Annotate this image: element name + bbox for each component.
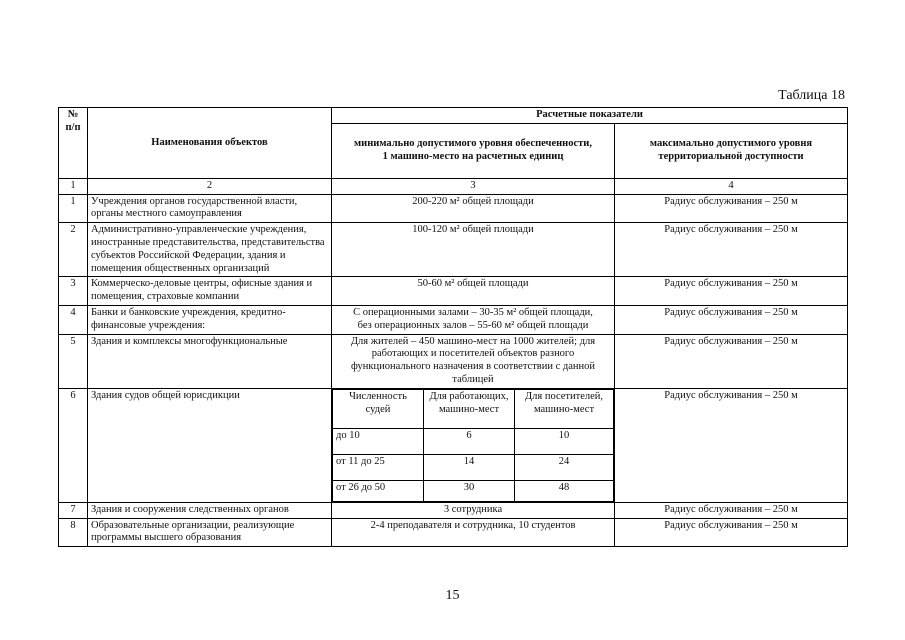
- row-number: 2: [59, 223, 88, 277]
- index-cell: 4: [615, 178, 848, 194]
- subtable-header: Для работающих, машино-мест: [424, 389, 515, 428]
- max-value: Радиус обслуживания – 250 м: [615, 194, 848, 223]
- index-row: [59, 178, 848, 194]
- table-row: [59, 305, 848, 334]
- object-name: Банки и банковские учреждения, кредитно-финансовые учреждения:: [88, 305, 332, 334]
- subtable-cell: от 26 до 50: [333, 480, 424, 501]
- max-value: Радиус обслуживания – 250 м: [615, 277, 848, 306]
- subtable-cell: 14: [424, 454, 515, 480]
- table-row: [59, 502, 848, 518]
- max-value: Радиус обслуживания – 250 м: [615, 502, 848, 518]
- header-name: Наименования объектов: [88, 108, 332, 179]
- subtable-cell: 6: [424, 428, 515, 454]
- min-value: 200-220 м² общей площади: [332, 194, 615, 223]
- object-name: Образовательные организации, реализующие программы высшего образования: [88, 518, 332, 547]
- max-value: Радиус обслуживания – 250 м: [615, 334, 848, 388]
- row-number: 6: [59, 388, 88, 502]
- subtable-row: [333, 428, 614, 454]
- header-min-line2: 1 машино-место на расчетных единиц: [382, 150, 564, 162]
- object-name: Здания и сооружения следственных органов: [88, 502, 332, 518]
- subtable-cell: до 10: [333, 428, 424, 454]
- min-value: 3 сотрудника: [332, 502, 615, 518]
- min-value: [332, 388, 615, 502]
- table-caption: Таблица 18: [778, 88, 845, 103]
- object-name: Административно-управленческие учреждения, иностранные представительства, представительства субъектов Российской Федерации, здания и помещения общественных организаций: [88, 223, 332, 277]
- index-cell: 3: [332, 178, 615, 194]
- object-name: Здания судов общей юрисдикции: [88, 388, 332, 502]
- header-min-line1: минимально допустимого уровня обеспеченности,: [354, 138, 592, 149]
- header-row-1: [59, 108, 848, 124]
- subtable-header: Для посетителей, машино-мест: [515, 389, 614, 428]
- header-calc: Расчетные показатели: [332, 108, 848, 124]
- table-row: [59, 194, 848, 223]
- row-number: 1: [59, 194, 88, 223]
- index-cell: 2: [88, 178, 332, 194]
- min-value-line2: без операционных залов – 55-60 м² общей площади: [357, 319, 589, 331]
- page-number: 15: [445, 588, 460, 603]
- object-name: Коммерческо-деловые центры, офисные здания и помещения, страховые компании: [88, 277, 332, 306]
- subtable-cell: от 11 до 25: [333, 454, 424, 480]
- row-number: 8: [59, 518, 88, 547]
- header-max: максимально допустимого уровня территориальной доступности: [615, 123, 848, 178]
- min-value: Для жителей – 450 машино-мест на 1000 жителей; для работающих и посетителей объектов разного функционального назначения в соответствии с данной таблицей: [332, 334, 615, 388]
- table-row: [59, 334, 848, 388]
- subtable-header-row: [333, 389, 614, 428]
- table-row: [59, 518, 848, 547]
- row-number: 5: [59, 334, 88, 388]
- max-value: Радиус обслуживания – 250 м: [615, 388, 848, 502]
- row-number: 7: [59, 502, 88, 518]
- table-row: [59, 223, 848, 277]
- min-value: [332, 305, 615, 334]
- row-number: 3: [59, 277, 88, 306]
- subtable-header: Численность судей: [333, 389, 424, 428]
- min-value: 100-120 м² общей площади: [332, 223, 615, 277]
- subtable-cell: 48: [515, 480, 614, 501]
- header-num: № п/п: [59, 108, 88, 179]
- object-name: Здания и комплексы многофункциональные: [88, 334, 332, 388]
- subtable-row: [333, 480, 614, 501]
- subtable-cell: 30: [424, 480, 515, 501]
- row-number: 4: [59, 305, 88, 334]
- index-cell: 1: [59, 178, 88, 194]
- max-value: Радиус обслуживания – 250 м: [615, 305, 848, 334]
- subtable-cell: 24: [515, 454, 614, 480]
- max-value: Радиус обслуживания – 250 м: [615, 223, 848, 277]
- norms-table: [58, 107, 848, 547]
- subtable-cell: 10: [515, 428, 614, 454]
- table-row: [59, 388, 848, 502]
- min-value: 50-60 м² общей площади: [332, 277, 615, 306]
- table-row: [59, 277, 848, 306]
- courts-subtable: [332, 389, 614, 502]
- max-value: Радиус обслуживания – 250 м: [615, 518, 848, 547]
- min-value-line1: С операционными залами – 30-35 м² общей площади,: [353, 306, 593, 318]
- object-name: Учреждения органов государственной власти, органы местного самоуправления: [88, 194, 332, 223]
- header-min: [332, 123, 615, 178]
- min-value: 2-4 преподавателя и сотрудника, 10 студентов: [332, 518, 615, 547]
- subtable-row: [333, 454, 614, 480]
